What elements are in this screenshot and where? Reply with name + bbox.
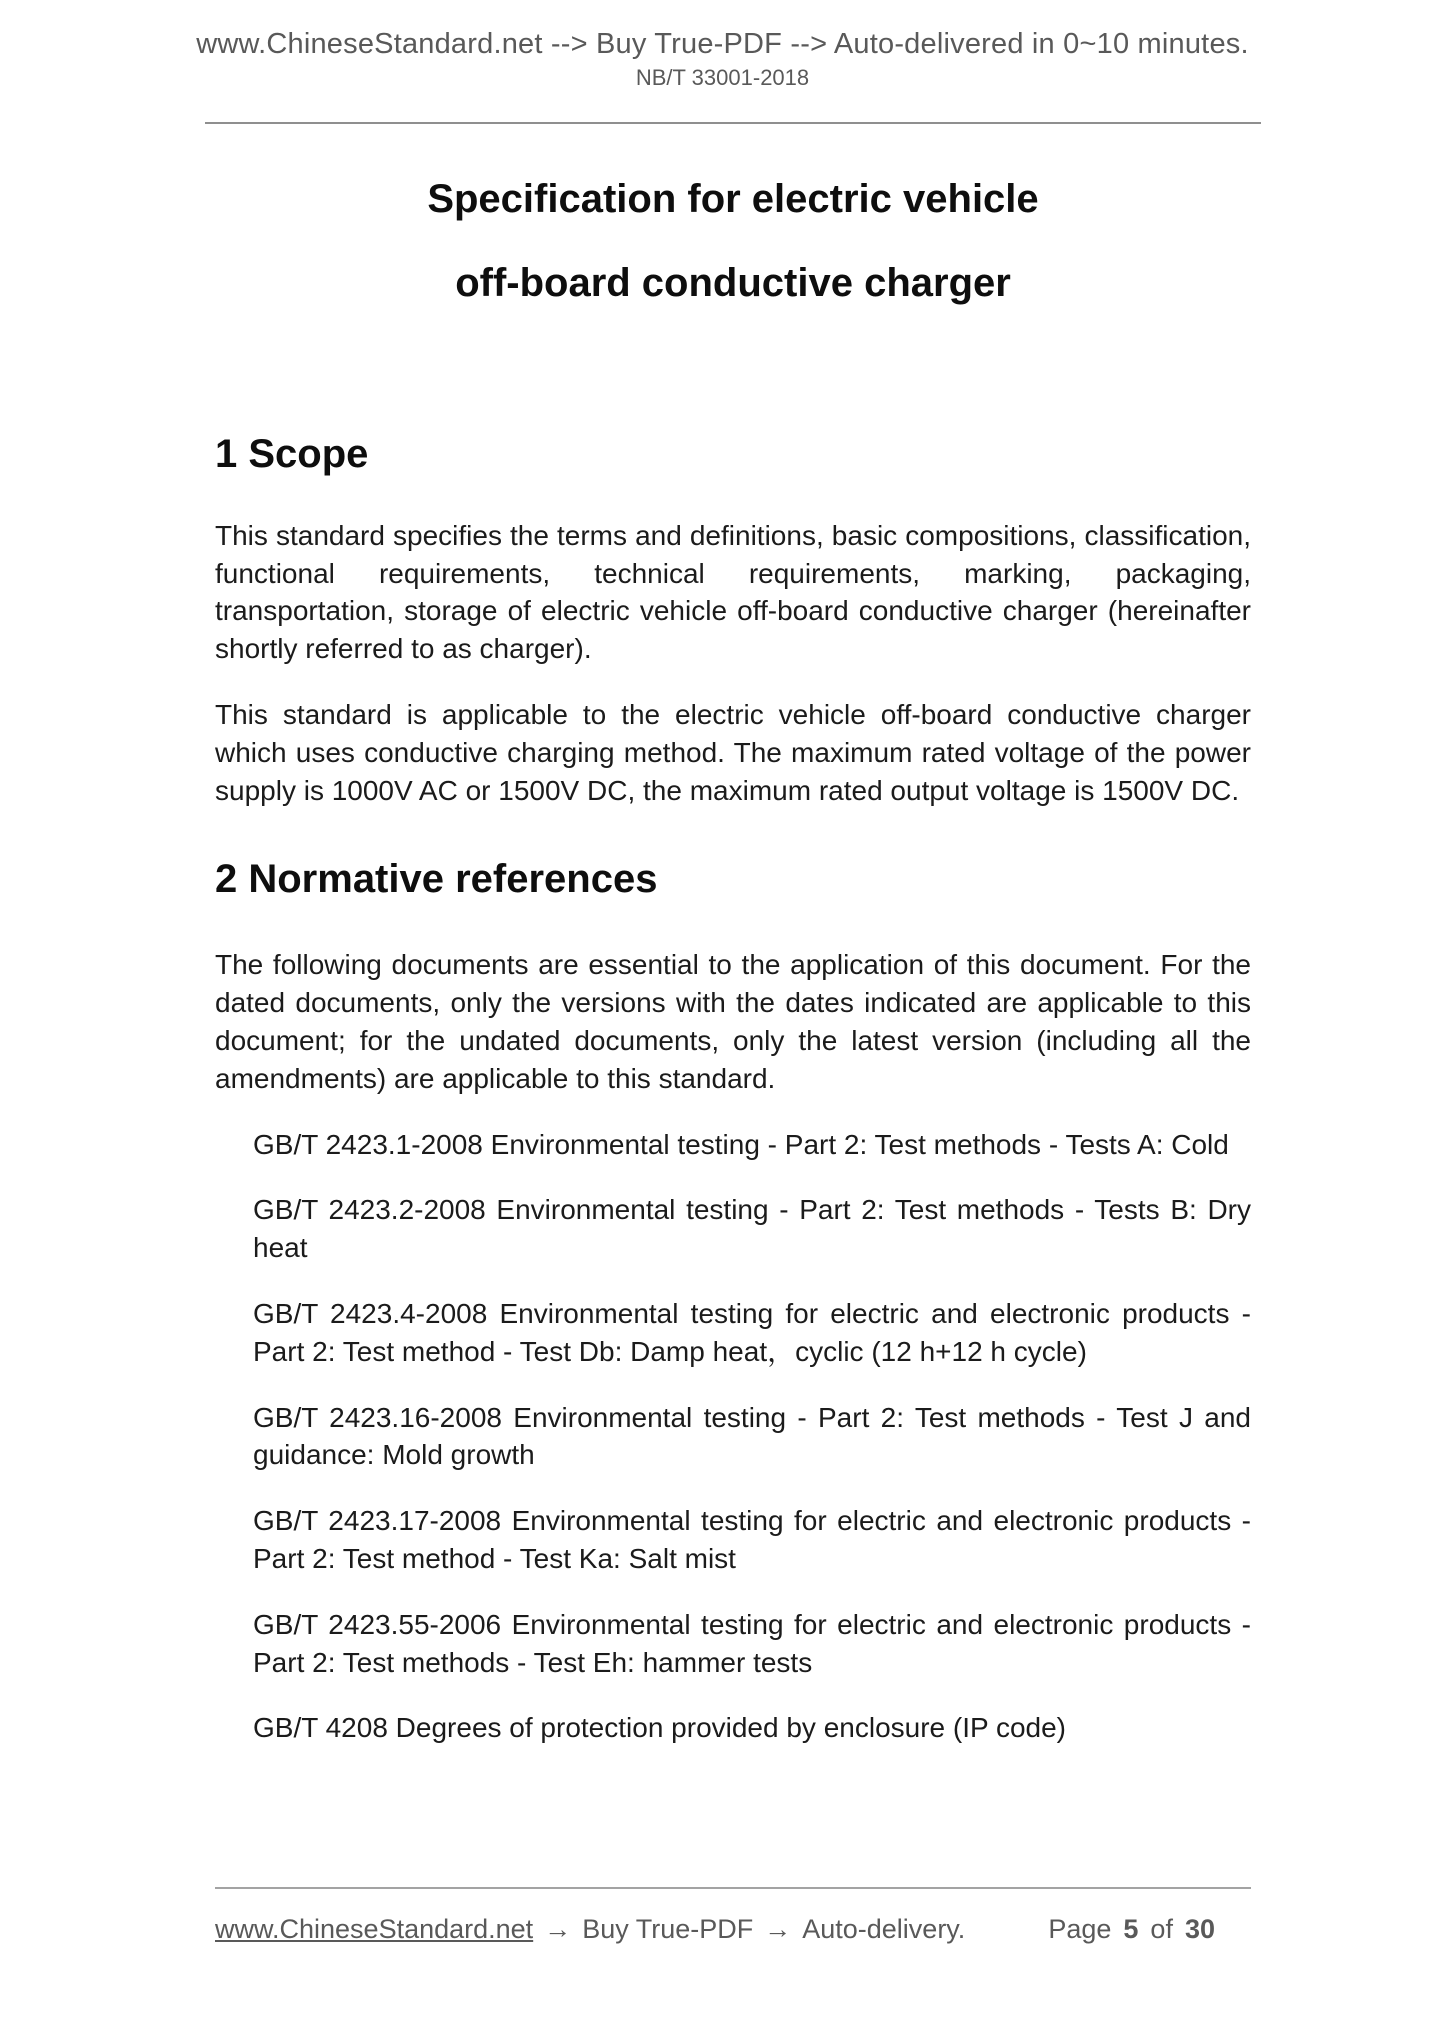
arrow-right-icon: →	[544, 1914, 572, 1944]
title-line-2: off-board conductive charger	[455, 260, 1011, 305]
reference-item: GB/T 2423.1-2008 Environmental testing - Part 2: Test methods - Tests A: Cold	[253, 1128, 1229, 1160]
footer-line	[215, 1914, 1251, 1945]
current-page-number: 5	[1123, 1914, 1139, 1944]
document-content	[215, 176, 1251, 1747]
reference-item: GB/T 2423.4-2008 Environmental testing for electric and electronic products - Part 2: Test method - Test Db: Damp heat，cyclic (12 h+12 h cycle)	[253, 1298, 1251, 1367]
reference-item: GB/T 2423.55-2006 Environmental testing for electric and electronic products - Part 2: Test methods - Test Eh: hammer tests	[253, 1608, 1251, 1678]
footer-delivery-text: Auto-delivery.	[802, 1914, 966, 1944]
reference-item: GB/T 2423.17-2008 Environmental testing for electric and electronic products - Part 2: Test method - Test Ka: Salt mist	[253, 1505, 1251, 1574]
references-intro-paragraph: The following documents are essential to the application of this document. For the dated documents, only the versions with the dates indicated are applicable to this document; for the undated documents, only the latest version (including all the amendments) are applicable to this standard.	[215, 949, 1251, 1094]
page-indicator	[1048, 1914, 1251, 1945]
scope-heading: 1 Scope	[215, 431, 369, 476]
of-word: of	[1150, 1914, 1173, 1944]
arrow-right-icon: →	[764, 1914, 792, 1944]
page-footer	[215, 1887, 1251, 1945]
normative-references-heading: 2 Normative references	[215, 857, 658, 902]
scope-paragraph-1: This standard specifies the terms and definitions, basic compositions, classification, functional requirements, technical requirements, marking, packaging, transportation, storage of electric vehicle off-board conductive charger (hereinafter shortly referred to as charger).	[215, 519, 1251, 665]
footer-site-link[interactable]: www.ChineseStandard.net	[215, 1914, 534, 1944]
footer-rule	[215, 1887, 1251, 1889]
reference-item: GB/T 2423.16-2008 Environmental testing - Part 2: Test methods - Test J and guidance: Mold growth	[253, 1401, 1251, 1471]
title-line-1: Specification for electric vehicle	[427, 176, 1039, 221]
footer-left	[215, 1914, 965, 1945]
header-rule	[205, 122, 1261, 124]
footer-buy-text: Buy True-PDF	[582, 1914, 754, 1944]
page-header	[0, 0, 1445, 124]
page-word: Page	[1048, 1914, 1112, 1944]
standard-number: NB/T 33001-2018	[635, 65, 810, 91]
reference-item: GB/T 2423.2-2008 Environmental testing - Part 2: Test methods - Tests B: Dry heat	[253, 1194, 1251, 1264]
reference-item: GB/T 4208 Degrees of protection provided by enclosure (IP code)	[253, 1712, 1066, 1744]
document-title	[215, 176, 1251, 306]
scope-paragraph-2: This standard is applicable to the electric vehicle off-board conductive charger which uses conductive charging method. The maximum rated voltage of the power supply is 1000V AC or 1500V DC, the maximum rated output voltage is 1500V DC.	[215, 699, 1251, 806]
references-list	[215, 1126, 1251, 1748]
total-pages-number: 30	[1184, 1914, 1215, 1944]
header-tagline: www.ChineseStandard.net --> Buy True-PDF --> Auto-delivered in 0~10 minutes.	[196, 28, 1249, 60]
